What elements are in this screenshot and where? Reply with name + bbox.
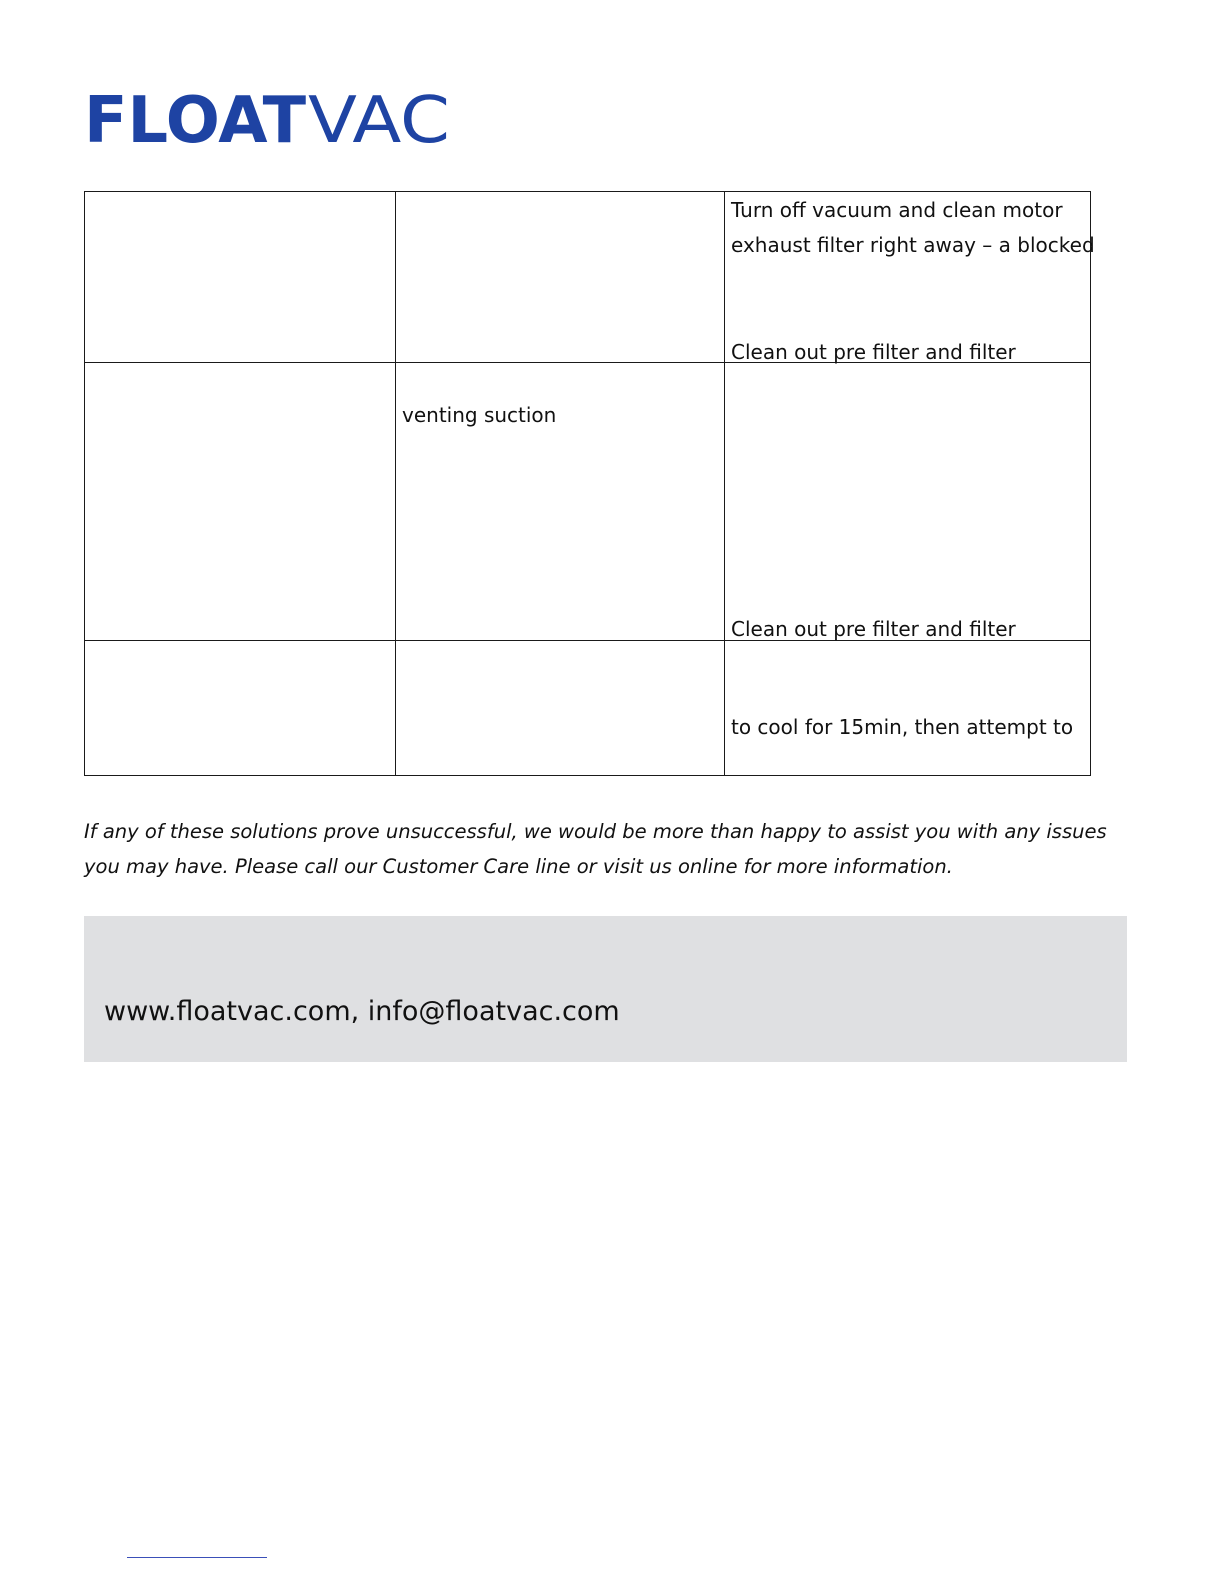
table-cell-cause: [396, 363, 725, 641]
troubleshooting-table: [84, 191, 1095, 776]
footer-link-underline: [127, 1557, 267, 1558]
table-row: [85, 363, 1091, 641]
solution-text-line: Clean out pre filter and filter: [731, 340, 1016, 364]
contact-banner: [84, 916, 1127, 1062]
logo-wordmark-light: VAC: [308, 88, 450, 148]
cause-text-line: venting suction: [402, 403, 557, 427]
table-cell-problem: [85, 192, 396, 363]
table-cell-solution: [725, 363, 1091, 641]
contact-line: www.floatvac.com, info@floatvac.com: [104, 996, 620, 1027]
solution-text-line: exhaust filter right away – a blocked: [731, 233, 1095, 257]
table-cell-problem: [85, 641, 396, 776]
solution-text-line: Turn off vacuum and clean motor: [731, 198, 1063, 222]
solution-text-line: to cool for 15min, then attempt to: [731, 715, 1074, 739]
table-cell-cause: [396, 192, 725, 363]
table-cell-solution: [725, 641, 1091, 776]
table-cell-cause: [396, 641, 725, 776]
logo-wordmark-bold: FLOAT: [84, 88, 307, 148]
table-row: [85, 192, 1091, 363]
floatvac-logo: [84, 88, 454, 148]
solution-text-line: Clean out pre filter and filter: [731, 617, 1016, 641]
table-row: [85, 641, 1091, 776]
table-cell-solution: [725, 192, 1095, 364]
support-footnote: If any of these solutions prove unsuccessful, we would be more than happy to assist you with any issues you may have. Please call our Customer Care line or visit us online for more information.: [84, 820, 1107, 878]
table-cell-problem: [85, 363, 396, 641]
